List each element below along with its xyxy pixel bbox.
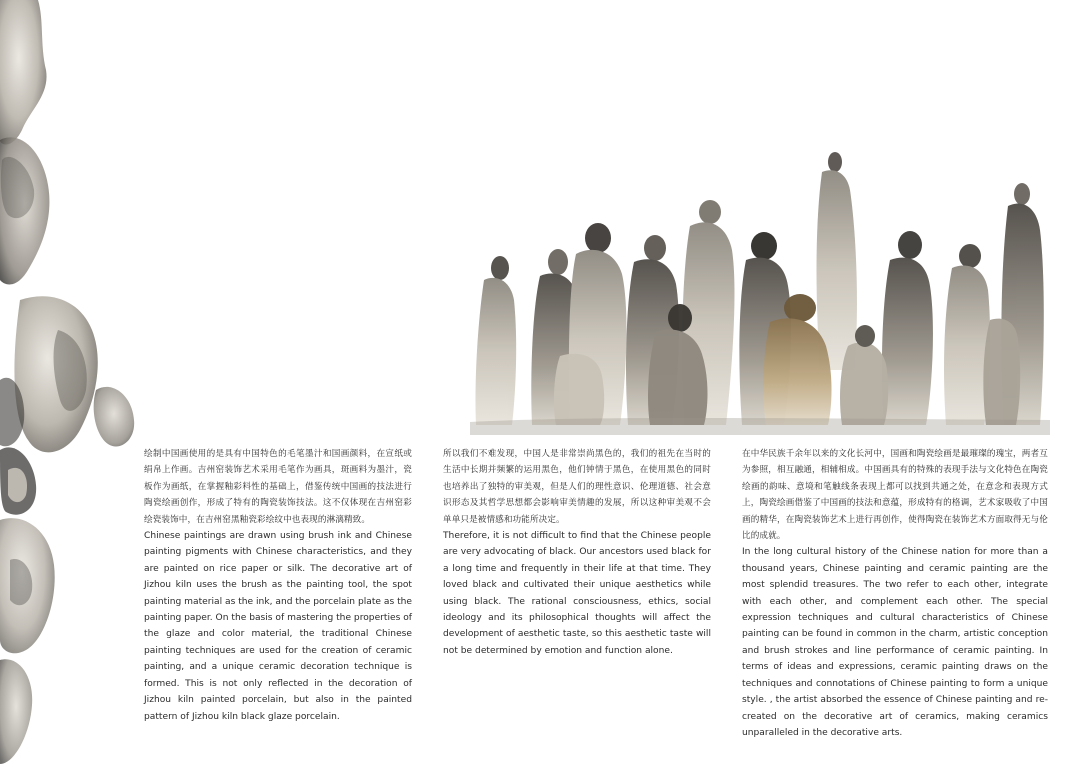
figurines-artwork — [470, 150, 1050, 435]
text-column-2 — [443, 446, 711, 659]
english-paragraph: Therefore, it is not difficult to find that the Chinese people are very advocating of black. Our ancestors used black for a long time and frequently in their life at that time. They loved black and cultivated their unique aesthetics while using black. The rational consciousness, ethics, social ideology and its philosophical thoughts will affect the development of aesthetic taste, so this aesthetic taste will not be determined by emotion and function alone. — [443, 531, 711, 656]
text-column-3 — [742, 446, 1048, 741]
english-paragraph: In the long cultural history of the Chinese nation for more than a thousand years, Chinese painting and ceramic painting are the most splendid treasures. The two refer to each other, integrate with each other, and complement each other. The special expression techniques and cultural characteristics of Chinese painting can be found in common in the charm, artistic conception and brush strokes and line performance of ceramic painting. In terms of ideas and expressions, ceramic painting draws on the techniques and connotations of Chinese painting to form a unique style. , the artist absorbed the essence of Chinese painting and re-created on the decorative art of ceramics, making ceramics unparalleled in the decorative arts. — [742, 547, 1048, 738]
chinese-paragraph: 在中华民族千余年以来的文化长河中，国画和陶瓷绘画是最璀璨的瑰宝，两者互为参照，相互融通，相辅相成。中国画具有的特殊的表现手法与文化特色在陶瓷绘画的韵味、意境和笔触线条表现上都可以找到共通之处，在意念和表现方式上，陶瓷绘画借鉴了中国画的技法和意蕴，形成特有的格调，艺术家吸收了中国画的精华，在陶瓷装饰艺术上进行再创作，使得陶瓷在装饰艺术方面取得无与伦比的成就。 — [742, 449, 1048, 542]
text-column-1 — [144, 446, 412, 725]
ink-wash-artwork-left — [0, 0, 150, 764]
english-paragraph: Chinese paintings are drawn using brush ink and Chinese painting pigments with Chinese characteristics, and they are painted on rice paper or silk. The decorative art of Jizhou kiln uses the brush as the painting tool, the spot painting material as the ink, and the porcelain plate as the painting paper. On the basis of mastering the properties of the glaze and color material, the traditional Chinese painting techniques are used for the creation of ceramic painting, and a unique ceramic decoration technique is formed. This is not only reflected in the decoration of Jizhou kiln painted porcelain, but also in the painted pattern of Jizhou kiln black glaze porcelain. — [144, 531, 412, 722]
chinese-paragraph: 绘制中国画使用的是具有中国特色的毛笔墨汁和国画颜料，在宣纸或绢帛上作画。吉州窑装饰艺术采用毛笔作为画具，斑画料为墨汁，瓷板作为画纸，在掌握釉彩料性的基础上，借鉴传统中国画的技法进行陶瓷绘画创作，形成了特有的陶瓷装饰技法。这不仅体现在吉州窑彩绘瓷装饰中，在吉州窑黑釉瓷彩绘纹中也表现的淋漓精致。 — [144, 449, 412, 525]
chinese-paragraph: 所以我们不难发现，中国人是非常崇尚黑色的，我们的祖先在当时的生活中长期并频繁的运用黑色，他们钟情于黑色，在使用黑色的同时也培养出了独特的审美观，但是人们的理性意识、伦理道德、社会意识形态及其哲学思想都会影响审美情趣的发展，所以这种审美观不会单单只是被情感和功能所决定。 — [443, 449, 711, 525]
